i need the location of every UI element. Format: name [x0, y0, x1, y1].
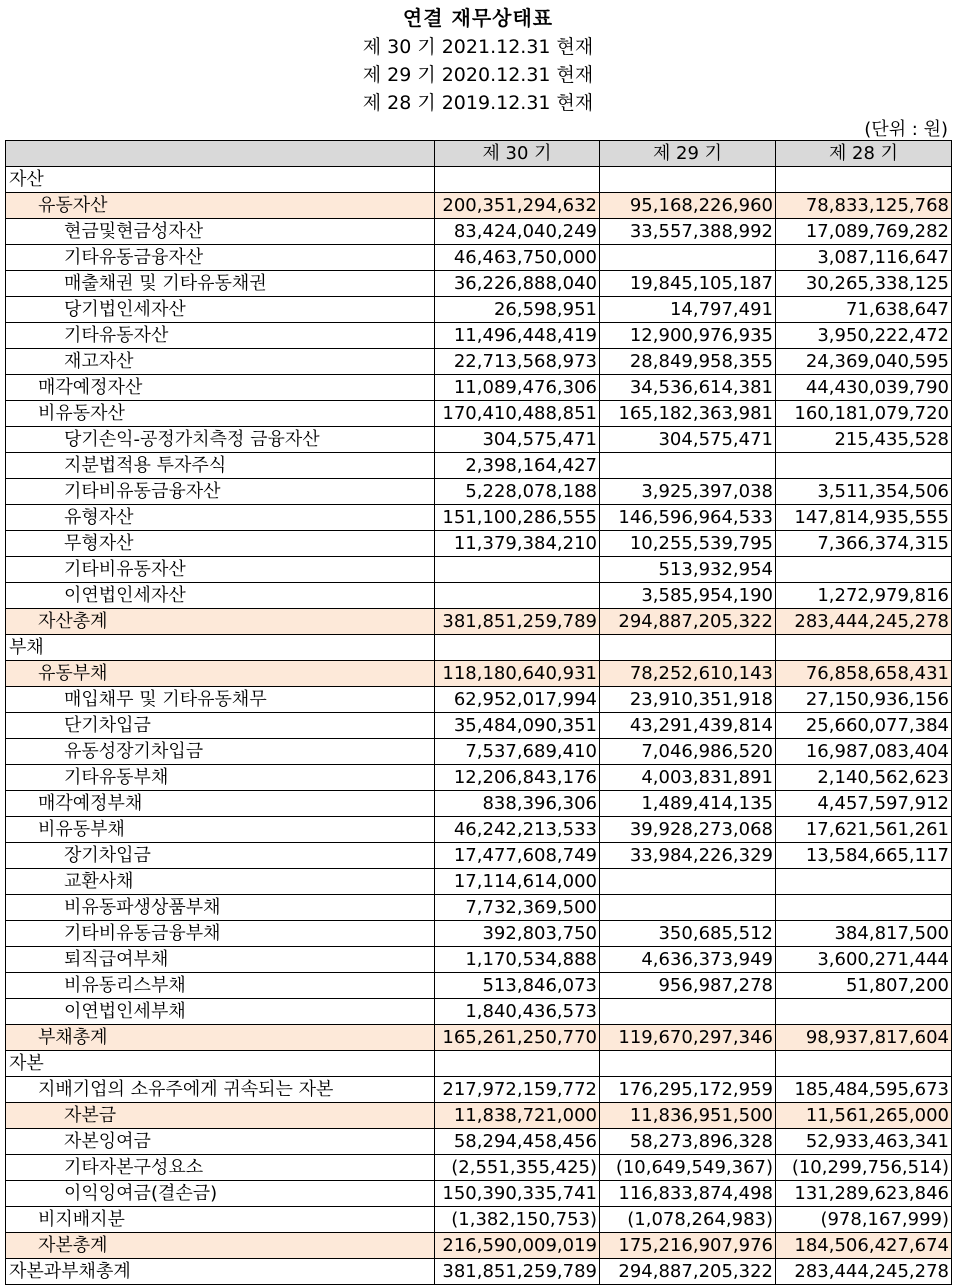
account-label: 부채	[6, 635, 435, 661]
value-period-29	[600, 453, 776, 479]
value-period-30: 150,390,335,741	[435, 1181, 600, 1207]
value-period-29: 3,925,397,038	[600, 479, 776, 505]
value-period-29	[600, 999, 776, 1025]
account-label: 이연법인세부채	[6, 999, 435, 1025]
value-period-29: 116,833,874,498	[600, 1181, 776, 1207]
table-row	[6, 791, 952, 817]
account-label: 기타비유동자산	[6, 557, 435, 583]
value-period-28: 283,444,245,278	[776, 1259, 952, 1285]
table-row	[6, 817, 952, 843]
value-period-29: 165,182,363,981	[600, 401, 776, 427]
value-period-29: 39,928,273,068	[600, 817, 776, 843]
account-label: 유형자산	[6, 505, 435, 531]
value-period-29: 78,252,610,143	[600, 661, 776, 687]
unit-label: (단위 : 원)	[864, 119, 948, 140]
value-period-30: 58,294,458,456	[435, 1129, 600, 1155]
value-period-30: 151,100,286,555	[435, 505, 600, 531]
table-row	[6, 635, 952, 661]
value-period-28	[776, 635, 952, 661]
value-period-29: 14,797,491	[600, 297, 776, 323]
table-row	[6, 1051, 952, 1077]
value-period-30: (1,382,150,753)	[435, 1207, 600, 1233]
value-period-28: (10,299,756,514)	[776, 1155, 952, 1181]
value-period-28: 11,561,265,000	[776, 1103, 952, 1129]
account-label: 비유동자산	[6, 401, 435, 427]
value-period-29: 11,836,951,500	[600, 1103, 776, 1129]
table-row	[6, 739, 952, 765]
value-period-30: 26,598,951	[435, 297, 600, 323]
account-label: 기타비유동금융자산	[6, 479, 435, 505]
value-period-30: 118,180,640,931	[435, 661, 600, 687]
table-row	[6, 505, 952, 531]
value-period-28	[776, 453, 952, 479]
table-row	[6, 1155, 952, 1181]
account-label: 자산총계	[6, 609, 435, 635]
value-period-29	[600, 635, 776, 661]
value-period-28: 1,272,979,816	[776, 583, 952, 609]
account-label: 자본총계	[6, 1233, 435, 1259]
value-period-30	[435, 635, 600, 661]
value-period-29: 1,489,414,135	[600, 791, 776, 817]
value-period-28: 3,511,354,506	[776, 479, 952, 505]
value-period-28: 30,265,338,125	[776, 271, 952, 297]
value-period-29: 175,216,907,976	[600, 1233, 776, 1259]
value-period-29	[600, 869, 776, 895]
value-period-28: 185,484,595,673	[776, 1077, 952, 1103]
value-period-29: 95,168,226,960	[600, 193, 776, 219]
table-row	[6, 479, 952, 505]
value-period-30: 392,803,750	[435, 921, 600, 947]
account-label: 기타유동자산	[6, 323, 435, 349]
table-row	[6, 375, 952, 401]
value-period-30: 46,242,213,533	[435, 817, 600, 843]
account-label: 기타유동금융자산	[6, 245, 435, 271]
account-label: 당기손익-공정가치측정 금융자산	[6, 427, 435, 453]
value-period-29: 28,849,958,355	[600, 349, 776, 375]
value-period-28: (978,167,999)	[776, 1207, 952, 1233]
value-period-28: 76,858,658,431	[776, 661, 952, 687]
value-period-28: 384,817,500	[776, 921, 952, 947]
value-period-29: 33,984,226,329	[600, 843, 776, 869]
value-period-28: 215,435,528	[776, 427, 952, 453]
value-period-28	[776, 895, 952, 921]
value-period-30: 381,851,259,789	[435, 1259, 600, 1285]
period-line-30: 제 30 기 2021.12.31 현재	[362, 36, 594, 58]
account-label: 비지배지분	[6, 1207, 435, 1233]
value-period-28: 71,638,647	[776, 297, 952, 323]
value-period-28: 2,140,562,623	[776, 765, 952, 791]
value-period-30	[435, 583, 600, 609]
table-row	[6, 895, 952, 921]
account-label: 자본금	[6, 1103, 435, 1129]
table-row	[6, 1181, 952, 1207]
value-period-30: 513,846,073	[435, 973, 600, 999]
value-period-30: 46,463,750,000	[435, 245, 600, 271]
account-label: 현금및현금성자산	[6, 219, 435, 245]
value-period-29: 294,887,205,322	[600, 1259, 776, 1285]
value-period-30: 83,424,040,249	[435, 219, 600, 245]
value-period-28: 78,833,125,768	[776, 193, 952, 219]
value-period-29: 304,575,471	[600, 427, 776, 453]
value-period-30	[435, 167, 600, 193]
account-label: 비유동리스부채	[6, 973, 435, 999]
value-period-28: 25,660,077,384	[776, 713, 952, 739]
table-row	[6, 713, 952, 739]
table-row	[6, 999, 952, 1025]
value-period-29: 294,887,205,322	[600, 609, 776, 635]
table-row	[6, 661, 952, 687]
period-line-28: 제 28 기 2019.12.31 현재	[362, 92, 594, 114]
value-period-30: 11,089,476,306	[435, 375, 600, 401]
account-label: 교환사채	[6, 869, 435, 895]
value-period-30: 12,206,843,176	[435, 765, 600, 791]
table-row	[6, 1233, 952, 1259]
value-period-28: 147,814,935,555	[776, 505, 952, 531]
account-label: 자본잉여금	[6, 1129, 435, 1155]
value-period-30: 11,838,721,000	[435, 1103, 600, 1129]
value-period-30: 216,590,009,019	[435, 1233, 600, 1259]
value-period-29: 19,845,105,187	[600, 271, 776, 297]
account-label: 비유동파생상품부채	[6, 895, 435, 921]
table-row	[6, 167, 952, 193]
table-row	[6, 349, 952, 375]
value-period-29: 12,900,976,935	[600, 323, 776, 349]
header-period-29: 제 29 기	[600, 141, 776, 167]
value-period-28: 3,087,116,647	[776, 245, 952, 271]
table-row	[6, 843, 952, 869]
value-period-28: 27,150,936,156	[776, 687, 952, 713]
value-period-28: 17,621,561,261	[776, 817, 952, 843]
value-period-30: 7,732,369,500	[435, 895, 600, 921]
value-period-28: 184,506,427,674	[776, 1233, 952, 1259]
table-row	[6, 453, 952, 479]
table-row	[6, 323, 952, 349]
table-row	[6, 1103, 952, 1129]
value-period-29: 10,255,539,795	[600, 531, 776, 557]
table-row	[6, 401, 952, 427]
value-period-28: 24,369,040,595	[776, 349, 952, 375]
table-row	[6, 1207, 952, 1233]
value-period-30: 165,261,250,770	[435, 1025, 600, 1051]
account-label: 이익잉여금(결손금)	[6, 1181, 435, 1207]
value-period-28: 3,950,222,472	[776, 323, 952, 349]
account-label: 매각예정부채	[6, 791, 435, 817]
account-label: 매입채무 및 기타유동채무	[6, 687, 435, 713]
value-period-29: 33,557,388,992	[600, 219, 776, 245]
account-label: 퇴직급여부채	[6, 947, 435, 973]
value-period-30: 11,379,384,210	[435, 531, 600, 557]
value-period-30	[435, 1051, 600, 1077]
value-period-28: 44,430,039,790	[776, 375, 952, 401]
value-period-30: 838,396,306	[435, 791, 600, 817]
account-label: 자본과부채총계	[6, 1259, 435, 1285]
table-row	[6, 687, 952, 713]
value-period-30: 17,114,614,000	[435, 869, 600, 895]
value-period-28: 3,600,271,444	[776, 947, 952, 973]
table-row	[6, 973, 952, 999]
value-period-30: 217,972,159,772	[435, 1077, 600, 1103]
header-period-28: 제 28 기	[776, 141, 952, 167]
table-row	[6, 219, 952, 245]
table-row	[6, 765, 952, 791]
header-account	[6, 141, 435, 167]
value-period-29: 23,910,351,918	[600, 687, 776, 713]
value-period-28	[776, 869, 952, 895]
table-row	[6, 609, 952, 635]
value-period-28: 7,366,374,315	[776, 531, 952, 557]
value-period-30: 170,410,488,851	[435, 401, 600, 427]
value-period-30: 1,840,436,573	[435, 999, 600, 1025]
value-period-28: 283,444,245,278	[776, 609, 952, 635]
value-period-28: 160,181,079,720	[776, 401, 952, 427]
value-period-30: 200,351,294,632	[435, 193, 600, 219]
table-row	[6, 869, 952, 895]
value-period-28: 52,933,463,341	[776, 1129, 952, 1155]
value-period-29: 350,685,512	[600, 921, 776, 947]
balance-sheet-table	[5, 140, 952, 1285]
account-label: 지분법적용 투자주식	[6, 453, 435, 479]
table-row	[6, 193, 952, 219]
account-label: 매각예정자산	[6, 375, 435, 401]
value-period-29: 43,291,439,814	[600, 713, 776, 739]
value-period-29: 146,596,964,533	[600, 505, 776, 531]
account-label: 재고자산	[6, 349, 435, 375]
account-label: 당기법인세자산	[6, 297, 435, 323]
value-period-28	[776, 557, 952, 583]
period-line-29: 제 29 기 2020.12.31 현재	[362, 64, 594, 86]
value-period-30: 5,228,078,188	[435, 479, 600, 505]
value-period-29	[600, 245, 776, 271]
table-row	[6, 1077, 952, 1103]
value-period-30: 7,537,689,410	[435, 739, 600, 765]
account-label: 비유동부채	[6, 817, 435, 843]
table-row	[6, 947, 952, 973]
table-row	[6, 1025, 952, 1051]
account-label: 기타자본구성요소	[6, 1155, 435, 1181]
value-period-30: 36,226,888,040	[435, 271, 600, 297]
value-period-29: 34,536,614,381	[600, 375, 776, 401]
value-period-29: (10,649,549,367)	[600, 1155, 776, 1181]
value-period-29	[600, 1051, 776, 1077]
value-period-28	[776, 167, 952, 193]
value-period-30: 2,398,164,427	[435, 453, 600, 479]
value-period-28	[776, 999, 952, 1025]
value-period-28	[776, 1051, 952, 1077]
value-period-29: (1,078,264,983)	[600, 1207, 776, 1233]
account-label: 부채총계	[6, 1025, 435, 1051]
value-period-30: 1,170,534,888	[435, 947, 600, 973]
value-period-29: 119,670,297,346	[600, 1025, 776, 1051]
value-period-30: 17,477,608,749	[435, 843, 600, 869]
table-row	[6, 531, 952, 557]
value-period-29	[600, 895, 776, 921]
header-period-30: 제 30 기	[435, 141, 600, 167]
account-label: 무형자산	[6, 531, 435, 557]
account-label: 단기차입금	[6, 713, 435, 739]
value-period-30: 35,484,090,351	[435, 713, 600, 739]
value-period-29	[600, 167, 776, 193]
account-label: 유동자산	[6, 193, 435, 219]
account-label: 매출채권 및 기타유동채권	[6, 271, 435, 297]
value-period-30: 22,713,568,973	[435, 349, 600, 375]
value-period-30: 304,575,471	[435, 427, 600, 453]
value-period-29: 58,273,896,328	[600, 1129, 776, 1155]
value-period-29: 176,295,172,959	[600, 1077, 776, 1103]
table-row	[6, 557, 952, 583]
account-label: 유동성장기차입금	[6, 739, 435, 765]
account-label: 장기차입금	[6, 843, 435, 869]
table-row	[6, 297, 952, 323]
table-header-row	[6, 141, 952, 167]
account-label: 자산	[6, 167, 435, 193]
value-period-28: 131,289,623,846	[776, 1181, 952, 1207]
account-label: 기타유동부채	[6, 765, 435, 791]
account-label: 지배기업의 소유주에게 귀속되는 자본	[6, 1077, 435, 1103]
value-period-30: (2,551,355,425)	[435, 1155, 600, 1181]
table-row	[6, 921, 952, 947]
table-row	[6, 245, 952, 271]
value-period-29: 956,987,278	[600, 973, 776, 999]
value-period-30	[435, 557, 600, 583]
account-label: 이연법인세자산	[6, 583, 435, 609]
value-period-30: 381,851,259,789	[435, 609, 600, 635]
table-row	[6, 427, 952, 453]
account-label: 기타비유동금융부채	[6, 921, 435, 947]
value-period-28: 17,089,769,282	[776, 219, 952, 245]
table-row	[6, 583, 952, 609]
value-period-30: 62,952,017,994	[435, 687, 600, 713]
value-period-28: 4,457,597,912	[776, 791, 952, 817]
statement-title: 연결 재무상태표	[402, 6, 554, 30]
value-period-30: 11,496,448,419	[435, 323, 600, 349]
value-period-28: 51,807,200	[776, 973, 952, 999]
table-row	[6, 1259, 952, 1285]
value-period-28: 13,584,665,117	[776, 843, 952, 869]
value-period-29: 3,585,954,190	[600, 583, 776, 609]
value-period-29: 7,046,986,520	[600, 739, 776, 765]
value-period-29: 4,003,831,891	[600, 765, 776, 791]
account-label: 자본	[6, 1051, 435, 1077]
value-period-28: 98,937,817,604	[776, 1025, 952, 1051]
value-period-29: 4,636,373,949	[600, 947, 776, 973]
account-label: 유동부채	[6, 661, 435, 687]
table-row	[6, 1129, 952, 1155]
value-period-29: 513,932,954	[600, 557, 776, 583]
value-period-28: 16,987,083,404	[776, 739, 952, 765]
table-row	[6, 271, 952, 297]
